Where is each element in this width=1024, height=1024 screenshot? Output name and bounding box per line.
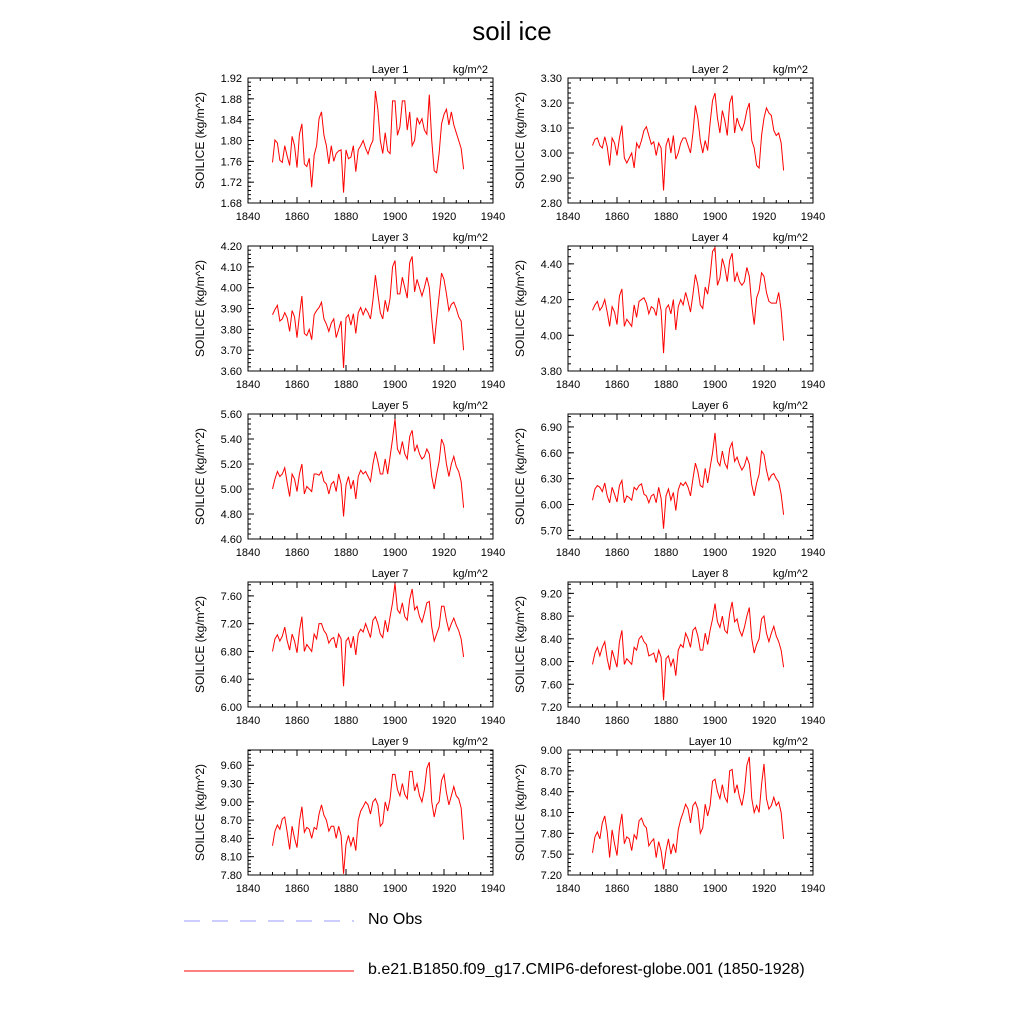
x-tick-label: 1860 <box>284 883 310 895</box>
y-tick-label: 9.30 <box>220 778 242 791</box>
x-tick-label: 1860 <box>604 883 630 895</box>
y-tick-label: 8.70 <box>540 765 562 778</box>
panel-units: kg/m^2 <box>772 400 808 412</box>
y-axis-label: SOILICE (kg/m^2) <box>193 596 207 693</box>
x-tick-label: 1920 <box>751 715 777 727</box>
y-tick-label: 8.40 <box>540 786 562 799</box>
x-tick-label: 1920 <box>431 379 457 391</box>
y-tick-label: 1.72 <box>220 177 242 190</box>
x-tick-label: 1920 <box>431 715 457 727</box>
series-line <box>273 419 464 517</box>
y-tick-label: 2.80 <box>540 198 562 210</box>
y-tick-label: 1.84 <box>220 114 242 127</box>
x-tick-label: 1900 <box>382 547 408 559</box>
panel-units: kg/m^2 <box>452 64 488 76</box>
x-tick-label: 1900 <box>702 211 728 223</box>
x-tick-label: 1900 <box>382 379 408 391</box>
x-tick-label: 1840 <box>555 883 581 895</box>
plot-frame <box>568 78 813 203</box>
x-tick-label: 1940 <box>480 379 506 391</box>
panel-title: Layer 2 <box>691 64 729 76</box>
x-tick-label: 1940 <box>800 379 826 391</box>
y-tick-label: 1.92 <box>220 73 242 85</box>
panel-7 <box>193 568 505 727</box>
y-tick-label: 7.20 <box>540 870 562 882</box>
y-tick-label: 7.20 <box>220 618 242 631</box>
y-tick-label: 4.40 <box>540 258 562 271</box>
x-tick-label: 1920 <box>751 547 777 559</box>
x-tick-label: 1860 <box>604 379 630 391</box>
panel-units: kg/m^2 <box>452 232 488 244</box>
y-tick-label: 6.40 <box>220 674 242 687</box>
panel-8 <box>513 568 825 727</box>
y-tick-label: 7.80 <box>220 870 242 882</box>
x-tick-label: 1880 <box>333 379 359 391</box>
series-line <box>593 433 784 529</box>
x-tick-label: 1900 <box>382 715 408 727</box>
plot-frame <box>568 750 813 875</box>
y-tick-label: 1.88 <box>220 93 242 106</box>
series-line <box>273 256 464 367</box>
panel-title: Layer 6 <box>691 400 729 412</box>
y-axis-label: SOILICE (kg/m^2) <box>513 92 527 189</box>
y-tick-label: 6.80 <box>220 646 242 659</box>
y-tick-label: 4.80 <box>220 509 242 521</box>
y-tick-label: 3.80 <box>540 366 562 378</box>
y-axis-label: SOILICE (kg/m^2) <box>193 92 207 189</box>
y-axis-label: SOILICE (kg/m^2) <box>513 764 527 861</box>
panel-title: Layer 1 <box>371 64 409 76</box>
y-tick-label: 7.80 <box>540 828 562 841</box>
panel-title: Layer 9 <box>371 736 409 748</box>
x-tick-label: 1920 <box>431 211 457 223</box>
panel-title: Layer 8 <box>691 568 729 580</box>
series-line <box>593 757 784 870</box>
x-tick-label: 1920 <box>431 883 457 895</box>
x-tick-label: 1900 <box>382 211 408 223</box>
x-tick-label: 1880 <box>653 379 679 391</box>
x-tick-label: 1860 <box>604 715 630 727</box>
y-tick-label: 6.00 <box>540 499 562 512</box>
panel-10 <box>513 736 825 895</box>
plot-frame <box>568 414 813 539</box>
y-tick-label: 5.70 <box>540 525 562 538</box>
y-tick-label: 8.00 <box>540 656 562 669</box>
x-tick-label: 1920 <box>751 211 777 223</box>
panel-units: kg/m^2 <box>772 736 808 748</box>
x-tick-label: 1840 <box>235 883 261 895</box>
y-tick-label: 6.90 <box>540 421 562 434</box>
y-tick-label: 3.80 <box>220 324 242 337</box>
x-tick-label: 1900 <box>702 379 728 391</box>
y-tick-label: 3.90 <box>220 303 242 316</box>
x-tick-label: 1880 <box>333 715 359 727</box>
series-line <box>593 602 784 700</box>
y-tick-label: 4.00 <box>220 282 242 295</box>
panel-4 <box>513 232 825 391</box>
y-tick-label: 1.80 <box>220 135 242 148</box>
x-tick-label: 1860 <box>604 547 630 559</box>
y-tick-label: 9.20 <box>540 588 562 601</box>
panel-2 <box>513 64 825 223</box>
x-tick-label: 1900 <box>702 715 728 727</box>
panel-units: kg/m^2 <box>772 64 808 76</box>
y-tick-label: 4.20 <box>220 241 242 253</box>
y-tick-label: 3.60 <box>220 366 242 378</box>
series-line <box>273 583 464 686</box>
y-tick-label: 5.40 <box>220 434 242 446</box>
x-tick-label: 1840 <box>555 379 581 391</box>
y-tick-label: 4.10 <box>220 261 242 274</box>
x-tick-label: 1840 <box>555 211 581 223</box>
x-tick-label: 1860 <box>284 547 310 559</box>
y-axis-label: SOILICE (kg/m^2) <box>513 260 527 357</box>
y-tick-label: 8.10 <box>540 807 562 820</box>
y-axis-label: SOILICE (kg/m^2) <box>513 596 527 693</box>
x-tick-label: 1840 <box>555 715 581 727</box>
x-tick-label: 1880 <box>653 883 679 895</box>
x-tick-label: 1880 <box>333 211 359 223</box>
plot-frame <box>248 414 493 539</box>
y-tick-label: 7.60 <box>220 590 242 603</box>
series-line <box>593 93 784 191</box>
y-tick-label: 3.00 <box>540 148 562 160</box>
x-tick-label: 1860 <box>284 715 310 727</box>
y-tick-label: 6.60 <box>540 447 562 460</box>
x-tick-label: 1900 <box>702 547 728 559</box>
y-tick-label: 4.20 <box>540 294 562 307</box>
series-line <box>593 248 784 353</box>
panel-3 <box>193 232 505 391</box>
x-tick-label: 1880 <box>333 883 359 895</box>
x-tick-label: 1940 <box>480 715 506 727</box>
y-tick-label: 1.68 <box>220 198 242 210</box>
y-tick-label: 5.20 <box>220 459 242 471</box>
x-tick-label: 1940 <box>480 547 506 559</box>
y-axis-label: SOILICE (kg/m^2) <box>193 764 207 861</box>
y-tick-label: 6.30 <box>540 473 562 486</box>
y-tick-label: 1.76 <box>220 156 242 169</box>
x-tick-label: 1840 <box>235 715 261 727</box>
y-axis-label: SOILICE (kg/m^2) <box>513 428 527 525</box>
y-tick-label: 8.70 <box>220 815 242 828</box>
x-tick-label: 1880 <box>653 547 679 559</box>
series-line <box>273 91 464 193</box>
legend-label-no-obs: No Obs <box>368 911 423 928</box>
y-tick-label: 8.40 <box>220 833 242 846</box>
y-tick-label: 4.00 <box>540 330 562 343</box>
x-tick-label: 1900 <box>382 883 408 895</box>
y-tick-label: 7.60 <box>540 679 562 692</box>
y-tick-label: 2.90 <box>540 173 562 185</box>
y-tick-label: 7.20 <box>540 702 562 714</box>
y-tick-label: 8.40 <box>540 633 562 646</box>
y-tick-label: 4.60 <box>220 534 242 546</box>
x-tick-label: 1920 <box>751 379 777 391</box>
panel-1 <box>193 64 505 223</box>
x-tick-label: 1920 <box>431 547 457 559</box>
y-tick-label: 3.30 <box>540 73 562 85</box>
x-tick-label: 1840 <box>235 211 261 223</box>
panel-9 <box>193 736 505 895</box>
y-axis-label: SOILICE (kg/m^2) <box>193 428 207 525</box>
panel-units: kg/m^2 <box>772 232 808 244</box>
panel-title: Layer 7 <box>371 568 409 580</box>
y-tick-label: 3.70 <box>220 345 242 358</box>
y-axis-label: SOILICE (kg/m^2) <box>193 260 207 357</box>
y-tick-label: 9.00 <box>220 796 242 809</box>
x-tick-label: 1940 <box>800 547 826 559</box>
panel-title: Layer 5 <box>371 400 409 412</box>
y-tick-label: 8.80 <box>540 611 562 624</box>
y-tick-label: 6.00 <box>220 702 242 714</box>
y-tick-label: 8.10 <box>220 851 242 864</box>
x-tick-label: 1940 <box>800 715 826 727</box>
x-tick-label: 1920 <box>751 883 777 895</box>
panel-units: kg/m^2 <box>452 400 488 412</box>
x-tick-label: 1880 <box>653 211 679 223</box>
panel-title: Layer 10 <box>688 736 732 748</box>
y-tick-label: 3.10 <box>540 123 562 135</box>
plot-frame <box>248 582 493 707</box>
legend-label-model: b.e21.B1850.f09_g17.CMIP6-deforest-globe.001 (1850-1928) <box>368 961 805 978</box>
x-tick-label: 1880 <box>653 715 679 727</box>
y-tick-label: 5.00 <box>220 484 242 496</box>
x-tick-label: 1840 <box>235 379 261 391</box>
x-tick-label: 1860 <box>284 211 310 223</box>
x-tick-label: 1900 <box>702 883 728 895</box>
x-tick-label: 1940 <box>800 211 826 223</box>
x-tick-label: 1840 <box>555 547 581 559</box>
panel-title: Layer 4 <box>691 232 729 244</box>
x-tick-label: 1940 <box>480 883 506 895</box>
panel-units: kg/m^2 <box>452 568 488 580</box>
panel-5 <box>193 400 505 559</box>
y-tick-label: 5.60 <box>220 409 242 421</box>
y-tick-label: 9.00 <box>540 745 562 757</box>
y-tick-label: 9.60 <box>220 760 242 773</box>
y-tick-label: 3.20 <box>540 98 562 110</box>
page-title: soil ice <box>472 16 552 46</box>
y-tick-label: 7.50 <box>540 849 562 862</box>
x-tick-label: 1940 <box>480 211 506 223</box>
panel-title: Layer 3 <box>371 232 409 244</box>
x-tick-label: 1880 <box>333 547 359 559</box>
panel-units: kg/m^2 <box>452 736 488 748</box>
panel-units: kg/m^2 <box>772 568 808 580</box>
x-tick-label: 1840 <box>235 547 261 559</box>
x-tick-label: 1860 <box>604 211 630 223</box>
x-tick-label: 1940 <box>800 883 826 895</box>
series-line <box>273 762 464 874</box>
x-tick-label: 1860 <box>284 379 310 391</box>
plot-frame <box>248 78 493 203</box>
panel-6 <box>513 400 825 559</box>
